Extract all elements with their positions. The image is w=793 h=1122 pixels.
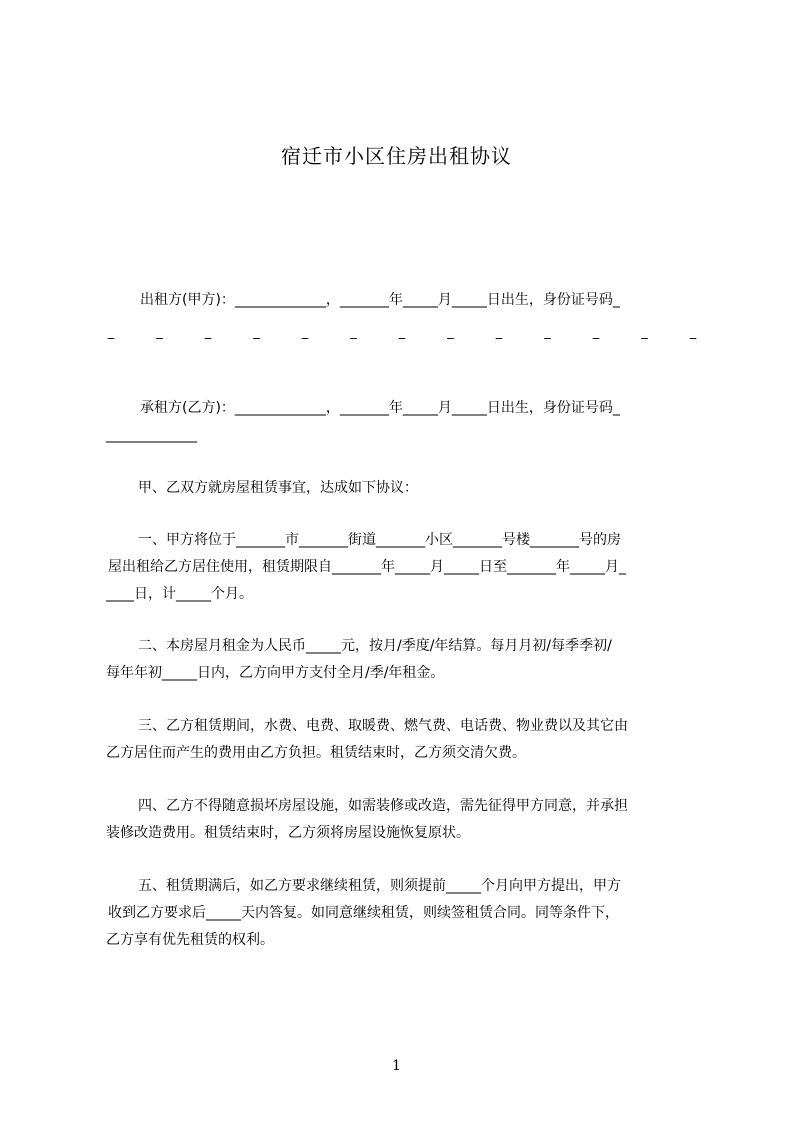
- id-dash: _: [592, 325, 600, 340]
- clause-2-line-1: 二、本房屋月租金为人民币_____元，按月/季度/年结算。每月月初/每季季初/: [138, 638, 612, 654]
- clause-1-line-2: 屋出租给乙方居住使用，租赁期限自_______年_____月_____日至_______年_____月_: [108, 559, 626, 575]
- clause-4-line-1: 四、乙方不得随意损坏房屋设施，如需装修或改造，需先征得甲方同意，并承担: [138, 798, 628, 814]
- clause-3-line-1: 三、乙方租赁期间，水费、电费、取暖费、燃气费、电话费、物业费以及其它由: [138, 718, 628, 734]
- agreement-intro: 甲、乙双方就房屋租赁事宜，达成如下协议：: [138, 480, 418, 496]
- id-dash: _: [447, 325, 454, 340]
- id-dash: _: [544, 325, 551, 340]
- id-dash: _: [156, 325, 163, 340]
- clause-5-line-2: 收到乙方要求后_____天内答复。如同意继续租赁，则续签租赁合同。同等条件下，: [108, 905, 619, 921]
- id-dash: _: [689, 325, 697, 340]
- party-a-line: 出租方(甲方)：_____________，_______年_____月_____日出生，身份证号码_: [140, 292, 620, 308]
- id-dash: _: [398, 325, 406, 340]
- party-b-id-blank: _____________: [106, 427, 197, 443]
- page-number: 1: [392, 1058, 401, 1074]
- id-dash: _: [253, 325, 260, 340]
- clause-5-line-3: 乙方享有优先租赁的权利。: [106, 932, 274, 948]
- clause-2-line-2: 每年年初_____日内，乙方向甲方支付全月/季/年租金。: [106, 665, 445, 681]
- id-dash: _: [641, 325, 648, 340]
- party-b-line: 承租方(乙方)：_____________，_______年_____月_____日出生，身份证号码_: [140, 400, 620, 416]
- id-dash: _: [107, 325, 115, 340]
- id-dash: _: [350, 325, 357, 340]
- clause-4-line-2: 装修改造费用。租赁结束时，乙方须将房屋设施恢复原状。: [106, 825, 470, 841]
- clause-3-line-2: 乙方居住而产生的费用由乙方负担。租赁结束时，乙方须交清欠费。: [106, 745, 526, 761]
- clause-1-line-1: 一、甲方将位于_______市_______街道_______小区_______号楼_______号的房: [138, 532, 621, 548]
- clause-1-line-3: ____日，计_____个月。: [106, 586, 253, 602]
- id-dash: _: [204, 325, 212, 340]
- page-title: 宿迁市小区住房出租协议: [281, 144, 512, 168]
- party-a-id-dashes: [106, 323, 698, 343]
- id-dash: _: [301, 325, 309, 340]
- clause-5-line-1: 五、租赁期满后，如乙方要求继续租赁，则须提前_____个月向甲方提出，甲方: [138, 878, 621, 894]
- id-dash: _: [495, 325, 503, 340]
